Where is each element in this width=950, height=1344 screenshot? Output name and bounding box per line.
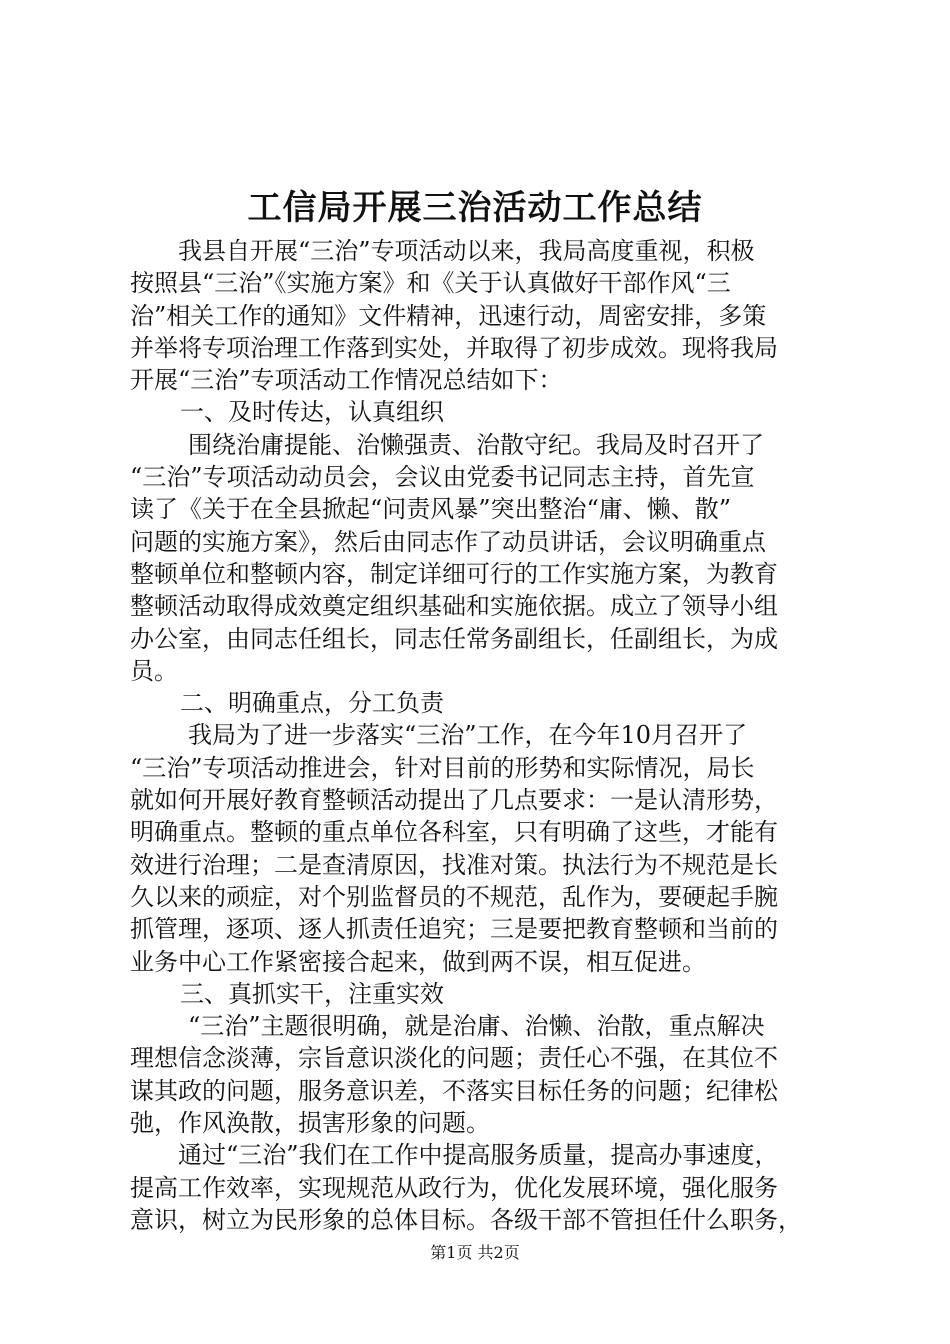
- text-line: 提高工作效率，实现规范从政行为，优化发展环境，强化服务: [130, 1173, 778, 1202]
- section-heading: 三、真抓实干，注重实效: [180, 979, 444, 1008]
- text-line: “三治”专项活动推进会，针对目前的形势和实际情况，局长: [130, 753, 755, 782]
- text-line: 整顿单位和整顿内容，制定详细可行的工作实施方案，为教育: [130, 559, 778, 588]
- text-line: 抓管理，逐项、逐人抓责任追究；三是要把教育整顿和当前的: [130, 915, 778, 944]
- page-number-current: 第1页: [430, 1243, 473, 1262]
- text-line: 久以来的顽症，对个别监督员的不规范，乱作为，要硬起手腕: [130, 882, 778, 911]
- text-line: 开展“三治”专项活动工作情况总结如下：: [130, 366, 563, 395]
- text-line: 意识，树立为民形象的总体目标。各级干部不管担任什么职务，: [130, 1205, 802, 1234]
- text-line: 办公室，由同志任组长，同志任常务副组长，任副组长，为成: [130, 624, 778, 653]
- document-title: 工信局开展三治活动工作总结: [247, 188, 703, 228]
- text-line: 通过“三治”我们在工作中提高服务质量，提高办事速度，: [178, 1141, 779, 1170]
- text-line: 理想信念淡薄，宗旨意识淡化的问题；责任心不强，在其位不: [130, 1044, 778, 1073]
- text-line: “三治”专项活动动员会，会议由党委书记同志主持，首先宣: [130, 463, 755, 492]
- page-number-total: 共2页: [477, 1243, 520, 1262]
- text-line: 明确重点。整顿的重点单位各科室，只有明确了这些，才能有: [130, 818, 778, 847]
- text-line: 我县自开展“三治”专项活动以来，我局高度重视，积极: [178, 237, 755, 265]
- text-line: “三治”主题很明确，就是治庸、治懒、治散，重点解决: [188, 1012, 765, 1041]
- text-line: 按照县“三治”《实施方案》和《关于认真做好干部作风“三: [130, 269, 731, 298]
- section-heading: 二、明确重点，分工负责: [180, 689, 444, 718]
- text-line: 读了《关于在全县掀起“问责风暴”突出整治“庸、懒、散”: [130, 495, 732, 524]
- text-line: 员。: [130, 656, 178, 685]
- text-line: 业务中心工作紧密接合起来，做到两不误，相互促进。: [130, 947, 706, 976]
- text-line: 并举将专项治理工作落到实处，并取得了初步成效。现将我局: [130, 333, 778, 362]
- document-body: [130, 235, 830, 1236]
- text-line: 我局为了进一步落实“三治”工作，在今年10月召开了: [188, 721, 748, 750]
- page-footer: [0, 1241, 950, 1265]
- section-heading: 一、及时传达，认真组织: [180, 398, 444, 427]
- text-line: 治”相关工作的通知》文件精神，迅速行动，周密安排，多策: [130, 301, 767, 330]
- text-line: 效进行治理；二是查清原因，找准对策。执法行为不规范是长: [130, 850, 778, 879]
- text-line: 谋其政的问题，服务意识差，不落实目标任务的问题；纪律松: [130, 1076, 778, 1105]
- text-line: 围绕治庸提能、治懒强责、治散守纪。我局及时召开了: [188, 430, 764, 459]
- text-line: 就如何开展好教育整顿活动提出了几点要求：一是认清形势，: [130, 786, 778, 815]
- text-line: 问题的实施方案》，然后由同志作了动员讲话，会议明确重点: [130, 527, 766, 556]
- text-line: 整顿活动取得成效奠定组织基础和实施依据。成立了领导小组: [130, 592, 778, 621]
- text-line: 弛，作风涣散，损害形象的问题。: [130, 1109, 490, 1138]
